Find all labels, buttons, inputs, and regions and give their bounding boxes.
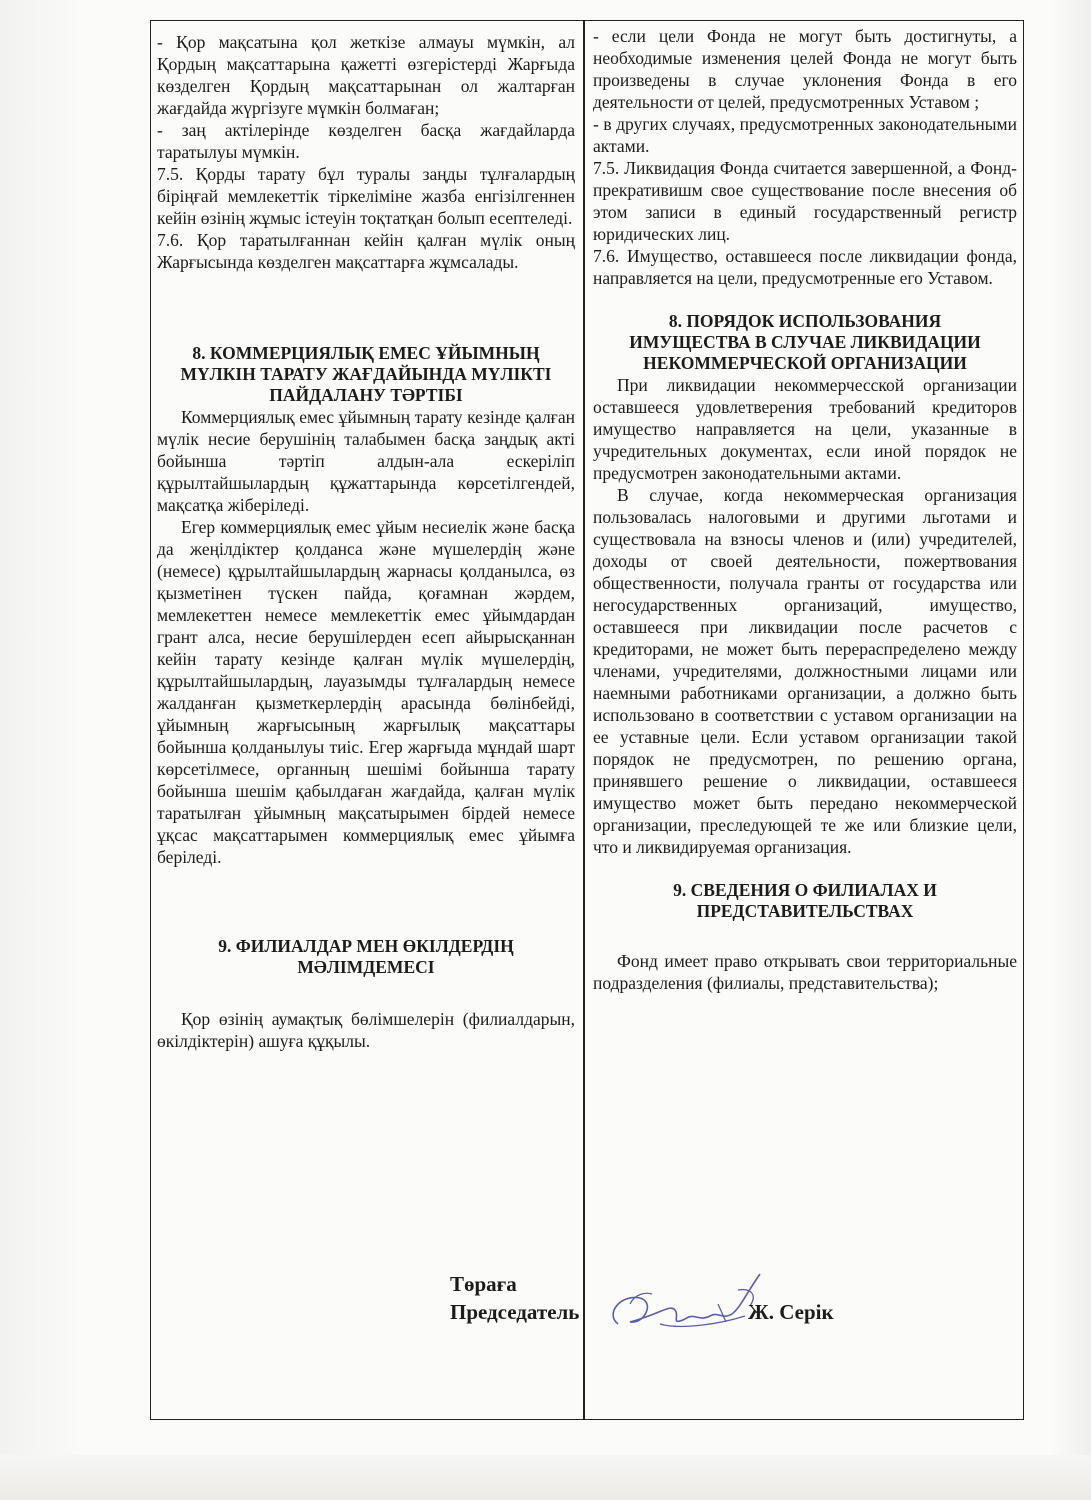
signature-name: Ж. Серік	[748, 1300, 834, 1324]
scan-shadow-right	[1051, 0, 1091, 1500]
kazakh-column	[151, 21, 583, 1419]
kz-section-9-title: 9. ФИЛИАЛДАР МЕН ӨКІЛДЕРДІҢ МӘЛІМДЕМЕСІ	[218, 936, 514, 977]
signature-title-kz: Төраға	[450, 1272, 517, 1296]
ru-item-goals: - если цели Фонда не могут быть достигнуты, а необходимые изменения целей Фонда не могут быть произведены в случае уклонения Фонда в его деятельности от целей, предусмотренных Уставом ;	[593, 26, 1017, 112]
document-table	[150, 20, 1024, 1420]
russian-column	[585, 21, 1023, 1419]
ru-section-9-para: Фонд имеет право открывать свои территориальные подразделения (филиалы, представительства);	[593, 951, 1017, 993]
kz-item-goals: - Қор мақсатына қол жеткізе алмауы мүмкін, ал Қордың мақсаттарына қажетті өзгерістерді Жарғыда көзделген Қордың мақсаттарынан ол жалтарған жағдайда жүргізуге мүмкін болмаған;	[157, 32, 575, 118]
ru-section-8-para-1: При ликвидации некоммерчесской организации оставшееся удовлетверения требований кредиторов имущество направляется на цели, указанные в учредительных документах, если иной порядок не предусмотрен законодательными актами.	[593, 375, 1017, 483]
kz-section-9-para: Қор өзінің аумақтық бөлімшелерін (филиалдарын, өкілдіктерін) ашуға құқылы.	[157, 1009, 575, 1051]
kz-section-8-title: 8. КОММЕРЦИЯЛЫҚ ЕМЕС ҰЙЫМНЫҢ МҮЛКІН ТАРАТУ ЖАҒДАЙЫНДА МҮЛІКТІ ПАЙДАЛАНУ ТӘРТІБІ	[180, 343, 552, 405]
handwritten-signature-icon	[600, 1264, 770, 1354]
kz-clause-7-6: 7.6. Қор таратылғаннан кейін қалған мүлік оның Жарғысында көзделген мақсаттарға жұмсалады.	[157, 230, 575, 272]
scan-shadow-bottom	[0, 1455, 1091, 1500]
ru-item-other-cases: - в других случаях, предусмотренных законодательными актами.	[593, 114, 1017, 156]
ru-clause-7-6: 7.6. Имущество, оставшееся после ликвидации фонда, направляется на цели, предусмотренные его Уставом.	[593, 246, 1017, 288]
signature-block	[450, 1270, 870, 1360]
kz-clause-7-5: 7.5. Қорды тарату бұл туралы заңды тұлғалардың біріңғай мемлекеттік тіркеліміне жазба енгізілгеннен кейін өзінің жұмыс істеуін тоқтатқан болып есептеледі.	[157, 164, 575, 228]
ru-section-8-para-2: В случае, когда некоммерческая организация пользовалась налоговыми и другими льготами и существовала на взносы членов и (или) учредителей, доходы от своей деятельности, пожертвования общественности, получала гранты от государства или негосударственных организаций, имущество, оставшееся при ликвидации после расчетов с кредиторами, не может быть перераспределено между членами, учредителями, должностными лицами или наемными работниками организации, а должно быть использовано в соответствии с уставом организации на ее уставные цели. Если уставом организации такой порядок не предусмотрен, по решению органа, принявшего решение о ликвидации, оставшееся имущество может быть передано некоммерческой организации, преследующей те же или близкие цели, что и ликвидируемая организация.	[593, 485, 1017, 857]
kz-section-8-para-2: Егер коммерциялық емес ұйым несиелік және басқа да жеңілдіктер қолданса және мүшелердің және (немесе) құрылтайшылардың жарнасы қолданылса, өз қызметінен түскен пайда, қоғамнан жәрдем, мемлекеттен немесе мемлекеттік емес ұйымдардан грант алса, несие берушілерден есеп айырысқаннан кейін тарату кезінде қалған мүлік мүшелердің, құрылтайшылардың, лауазымды тұлғалардың немесе жалданған қызметкерлердің арасында бөлінбейді, ұйымның жарғысының жарғылық мақсаттары бойынша қолданылуы тиіс. Егер жарғыда мұндай шарт көрсетілмесе, органның шешімі бойынша тарату бойынша шешім қабылдаған жағдайда, қалған мүлік таратылған ұйымның мақсатырымен бірдей немесе ұқсас мақсаттарымен коммерциялық емес ұйымға беріледі.	[157, 517, 575, 867]
scan-shadow-left	[0, 0, 82, 1500]
ru-clause-7-5: 7.5. Ликвидация Фонда считается завершенной, а Фонд-прекративишм свое существование после внесения об этом записи в единый государственный регистр юридических лиц.	[593, 158, 1017, 244]
ru-section-9-title: 9. СВЕДЕНИЯ О ФИЛИАЛАХ И ПРЕДСТАВИТЕЛЬСТВАХ	[673, 880, 937, 921]
kz-item-other-cases: - заң актілерінде көзделген басқа жағдайларда таратылуы мүмкін.	[157, 120, 575, 162]
ru-section-8-title: 8. ПОРЯДОК ИСПОЛЬЗОВАНИЯ ИМУЩЕСТВА В СЛУЧАЕ ЛИКВИДАЦИИ НЕКОММЕРЧЕСКОЙ ОРГАНИЗАЦИИ	[629, 311, 981, 373]
kz-section-8-para-1: Коммерциялық емес ұйымның тарату кезінде қалған мүлік несие берушінің талабымен басқа заңдық акті бойынша тәртіп алдын-ала ескеріліп құрылтайшылардың құжаттарында көрсетілгендей, мақсатқа жіберіледі.	[157, 407, 575, 515]
signature-title-ru: Председатель	[450, 1300, 580, 1324]
